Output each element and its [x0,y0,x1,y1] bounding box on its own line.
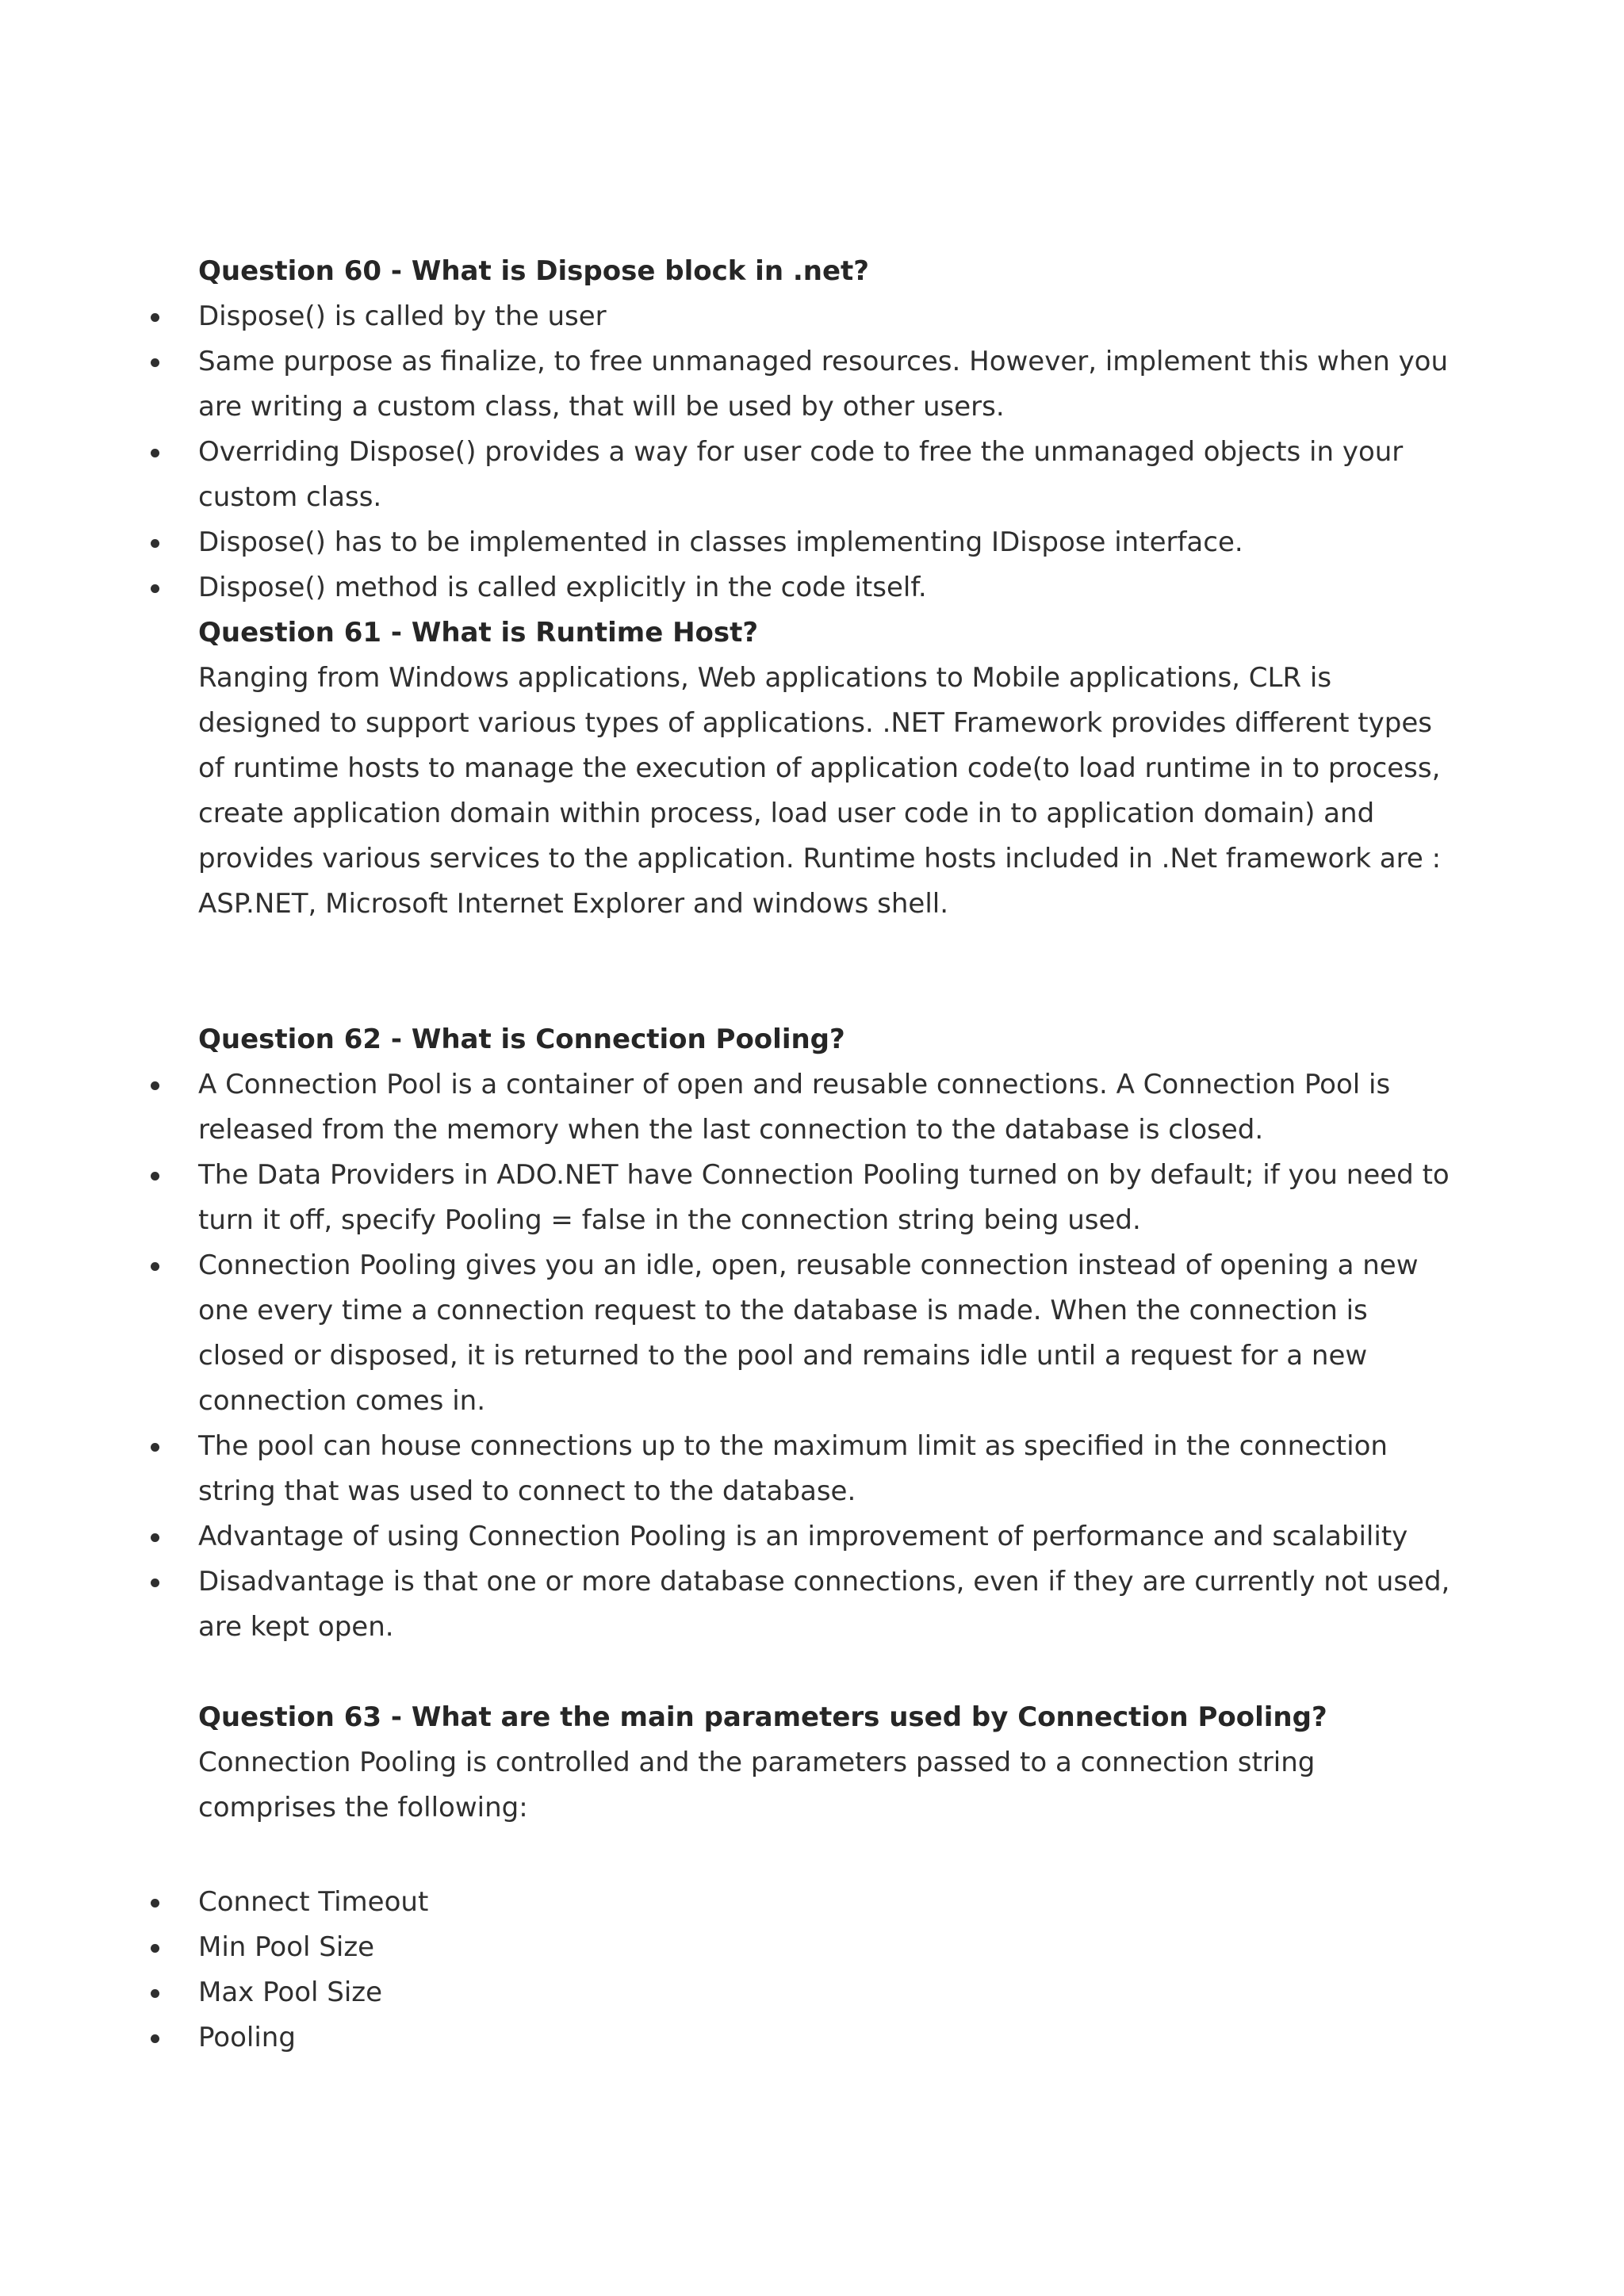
list-item: Dispose() has to be implemented in classes implementing IDispose interface. [198,520,1451,565]
list-item: Overriding Dispose() provides a way for user code to free the unmanaged objects in your custom class. [198,430,1451,520]
list-item: Advantage of using Connection Pooling is an improvement of performance and scalability [198,1514,1451,1559]
question-62-bullet-list [198,1062,1451,1650]
list-item: Same purpose as finalize, to free unmanaged resources. However, implement this when you are writing a custom class, that will be used by other users. [198,339,1451,430]
spacer [198,927,1451,1017]
question-61-paragraph: Ranging from Windows applications, Web applications to Mobile applications, CLR is designed to support various types of applications. .NET Framework provides different types of runtime hosts to manage the execution of application code(to load runtime in to process, create application domain within process, load user code in to application domain) and provides various services to the application. Runtime hosts included in .Net framework are : ASP.NET, Microsoft Internet Explorer and windows shell. [198,662,1442,920]
list-item: Pooling [198,2015,1451,2061]
question-63-paragraph: Connection Pooling is controlled and the parameters passed to a connection string comprises the following: [198,1747,1316,1823]
list-item: Disadvantage is that one or more database connections, even if they are currently not used, are kept open. [198,1559,1451,1650]
question-62-heading: Question 62 - What is Connection Pooling? [198,1024,845,1055]
list-item: A Connection Pool is a container of open and reusable connections. A Connection Pool is released from the memory when the last connection to the database is closed. [198,1062,1451,1153]
list-item: Connection Pooling gives you an idle, open, reusable connection instead of opening a new one every time a connection request to the database is made. When the connection is closed or disposed, it is returned to the pool and remains idle until a request for a new connection comes in. [198,1243,1451,1424]
list-item: Max Pool Size [198,1970,1451,2015]
list-item: Dispose() method is called explicitly in the code itself. [198,565,1451,610]
question-61-heading: Question 61 - What is Runtime Host? [198,617,759,649]
list-item: Dispose() is called by the user [198,294,1451,339]
question-60-bullet-list [198,294,1451,610]
list-item: Min Pool Size [198,1925,1451,1970]
question-63-bullet-list [198,1880,1451,2061]
question-63-heading: Question 63 - What are the main parameters used by Connection Pooling? [198,1701,1327,1733]
list-item: Connect Timeout [198,1880,1451,1925]
list-item: The Data Providers in ADO.NET have Connection Pooling turned on by default; if you need to turn it off, specify Pooling = false in the connection string being used. [198,1153,1451,1243]
document-content [198,249,1451,2061]
spacer [198,1831,1451,1880]
spacer [198,1650,1451,1695]
question-60-heading: Question 60 - What is Dispose block in .net? [198,255,870,287]
list-item: The pool can house connections up to the maximum limit as specified in the connection string that was used to connect to the database. [198,1424,1451,1514]
